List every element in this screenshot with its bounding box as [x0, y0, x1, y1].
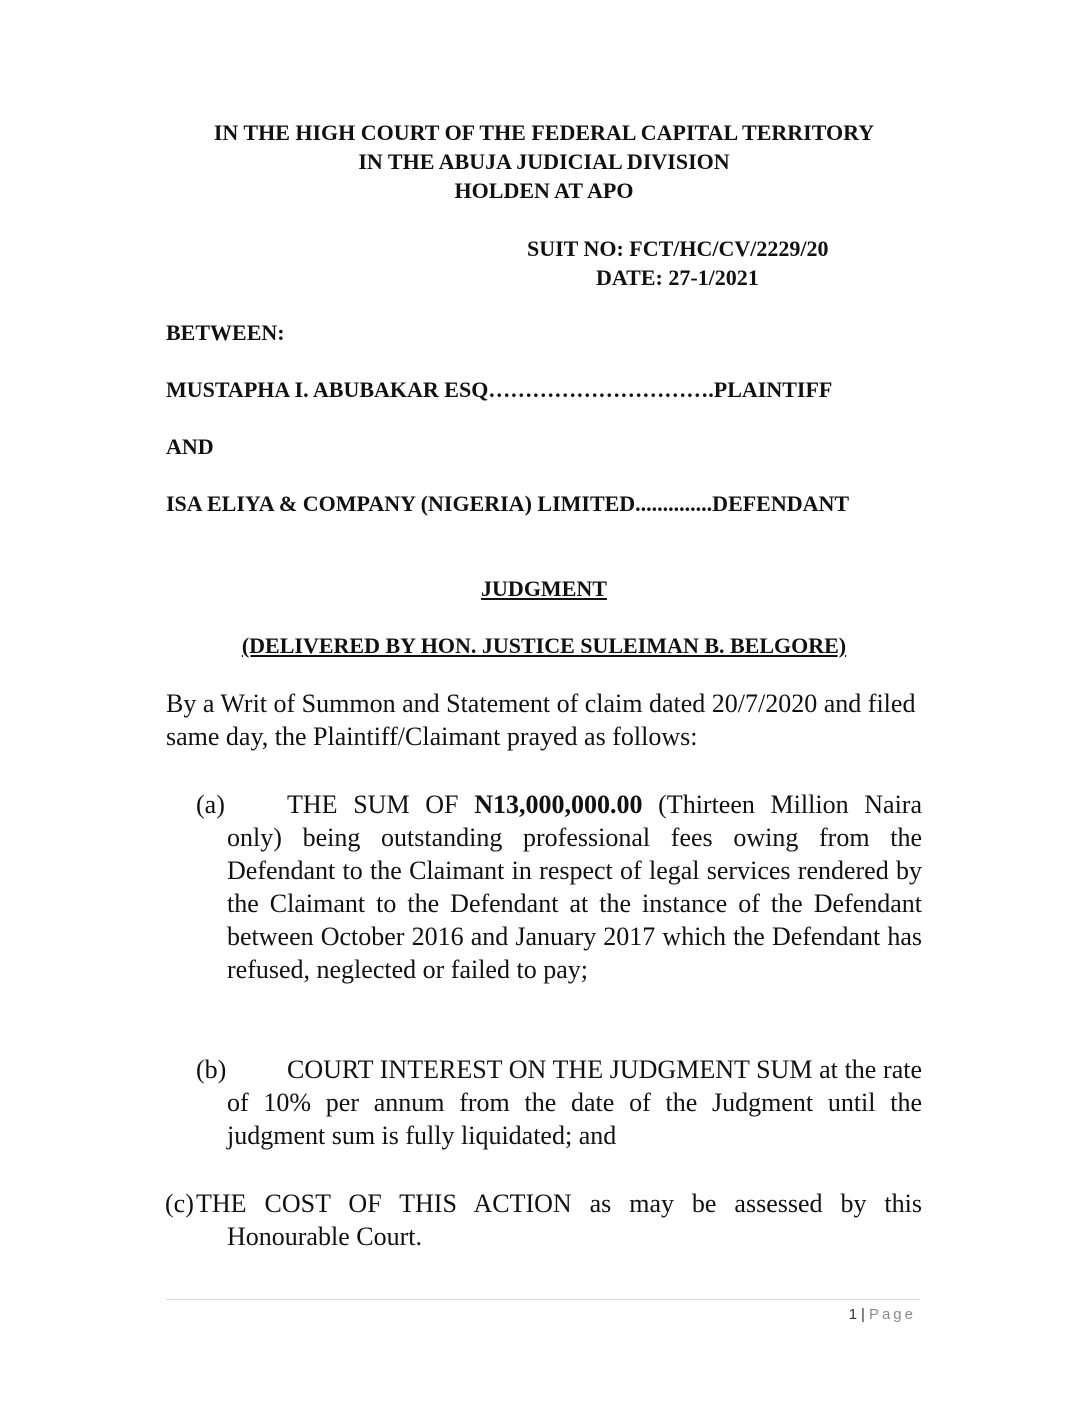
page-label: Page	[868, 1306, 916, 1323]
claim-text: COURT INTEREST ON THE JUDGMENT SUM at the rate of 10% per annum from the date of the Judgment until the judgment sum is fully liquidated; and	[227, 1055, 922, 1150]
delivered-by-line: (DELIVERED BY HON. JUSTICE SULEIMAN B. BELGORE)	[241, 633, 847, 658]
between-label: BETWEEN:	[166, 320, 285, 345]
page-separator: |	[861, 1306, 865, 1323]
court-location: HOLDEN AT APO	[454, 178, 634, 203]
footer-divider	[166, 1299, 920, 1300]
page-number	[849, 1305, 916, 1325]
claim-amount: N13,000,000.00	[474, 790, 643, 819]
and-label: AND	[166, 434, 214, 459]
claim-text: (Thirteen Million Naira only) being outstanding professional fees owing from the Defendant to the Claimant in respect of legal services rendered by the Claimant to the Defendant at the instance of the Defendant between October 2016 and January 2017 which the Defendant has refused, neglected or failed to pay;	[227, 790, 922, 984]
claim-item-b	[196, 1053, 922, 1152]
plaintiff-line: MUSTAPHA I. ABUBAKAR ESQ………………………….PLAINTIFF	[166, 377, 833, 402]
defendant-line: ISA ELIYA & COMPANY (NIGERIA) LIMITED..............DEFENDANT	[166, 491, 850, 516]
claim-marker: (b)	[196, 1055, 227, 1084]
claim-lead-text: THE SUM OF	[287, 790, 475, 819]
page-number-value: 1	[848, 1306, 858, 1323]
court-header	[0, 118, 1088, 205]
claim-text: THE COST OF THIS ACTION as may be assessed by this Honourable Court.	[196, 1189, 922, 1251]
claim-item-c: (c)THE COST OF THIS ACTION as may be assessed by this Honourable Court.	[165, 1189, 922, 1251]
judgment-title: JUDGMENT	[481, 576, 607, 601]
intro-paragraph: By a Writ of Summon and Statement of claim dated 20/7/2020 and filed same day, the Plaintiff/Claimant prayed as follows:	[166, 689, 916, 751]
suit-number: SUIT NO: FCT/HC/CV/2229/20	[527, 236, 829, 261]
judicial-division: IN THE ABUJA JUDICIAL DIVISION	[358, 149, 730, 174]
claim-item-a	[196, 788, 922, 986]
court-name: IN THE HIGH COURT OF THE FEDERAL CAPITAL TERRITORY	[213, 120, 875, 145]
suit-date: DATE: 27-1/2021	[596, 265, 759, 290]
claim-marker: (a)	[196, 790, 225, 819]
